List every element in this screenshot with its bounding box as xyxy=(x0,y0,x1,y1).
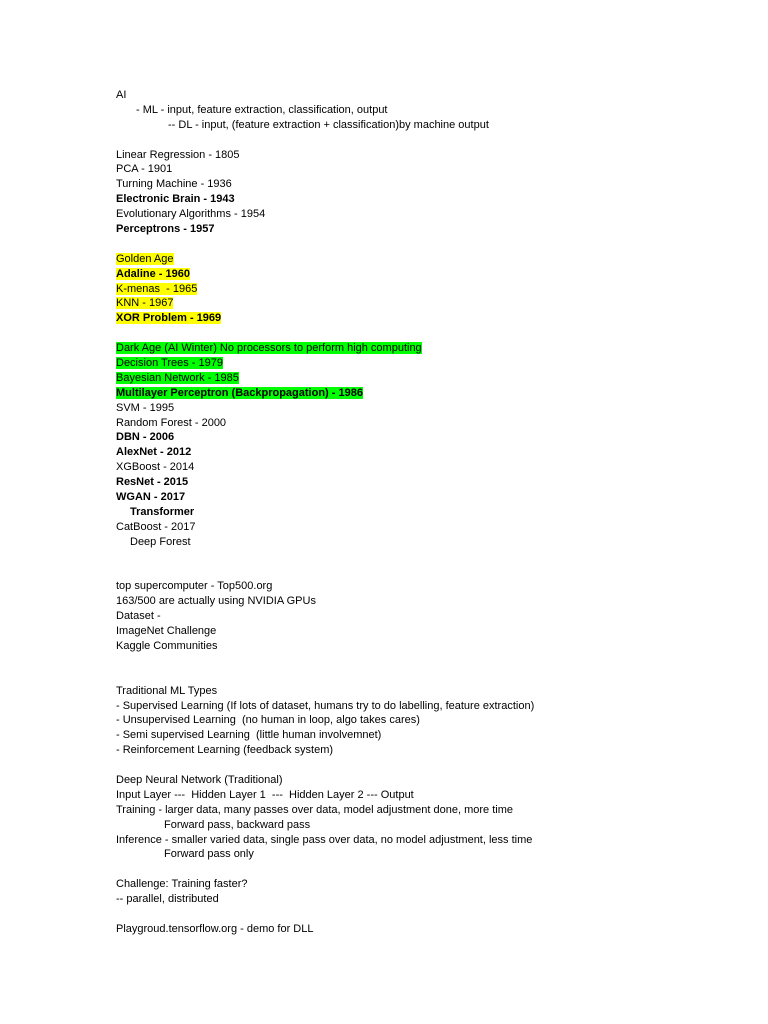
spacer xyxy=(116,758,716,773)
highlighted-text: K-menas - 1965 xyxy=(116,282,198,295)
ml-types-heading: Traditional ML Types xyxy=(116,684,218,697)
modern-line: DBN - 2006 xyxy=(116,431,175,444)
dark-age-line xyxy=(116,371,716,386)
dark-age-line xyxy=(116,386,716,401)
spacer xyxy=(116,237,716,252)
challenge-line: Challenge: Training faster? xyxy=(116,878,248,891)
modern-line: SVM - 1995 xyxy=(116,401,175,414)
spacer xyxy=(116,669,716,684)
playground-line: Playgroud.tensorflow.org - demo for DLL xyxy=(116,922,314,935)
challenge-line: -- parallel, distributed xyxy=(116,893,219,906)
highlighted-text: Bayesian Network - 1985 xyxy=(116,371,239,384)
dnn-line: Input Layer --- Hidden Layer 1 --- Hidden Layer 2 --- Output xyxy=(116,788,414,801)
compute-line: Kaggle Communities xyxy=(116,639,218,652)
golden-age-heading xyxy=(116,252,716,267)
history-line: Electronic Brain - 1943 xyxy=(116,193,235,206)
highlighted-text: Adaline - 1960 xyxy=(116,267,190,280)
intro-ml-line: - ML - input, feature extraction, classification, output xyxy=(136,103,388,116)
spacer xyxy=(116,862,716,877)
golden-age-line xyxy=(116,267,716,282)
document-body xyxy=(116,88,716,937)
highlighted-text: XOR Problem - 1969 xyxy=(116,312,222,325)
dark-age-heading xyxy=(116,341,716,356)
compute-line: Dataset - xyxy=(116,610,161,623)
highlighted-text: Golden Age xyxy=(116,252,174,265)
golden-age-line xyxy=(116,282,716,297)
spacer xyxy=(116,907,716,922)
history-line: Evolutionary Algorithms - 1954 xyxy=(116,208,266,221)
dnn-line: Forward pass only xyxy=(164,848,254,861)
ml-type-item: - Unsupervised Learning (no human in loop, algo takes cares) xyxy=(116,714,420,727)
history-line: Perceptrons - 1957 xyxy=(116,223,215,236)
compute-line: 163/500 are actually using NVIDIA GPUs xyxy=(116,595,316,608)
modern-line: Transformer xyxy=(130,505,195,518)
dnn-line: Inference - smaller varied data, single pass over data, no model adjustment, less time xyxy=(116,833,533,846)
modern-line: WGAN - 2017 xyxy=(116,491,186,504)
spacer xyxy=(116,565,716,580)
dnn-line: Training - larger data, many passes over data, model adjustment done, more time xyxy=(116,803,514,816)
history-line: Linear Regression - 1805 xyxy=(116,148,240,161)
intro-ai-line: AI xyxy=(116,89,127,101)
golden-age-line xyxy=(116,311,716,326)
modern-line: XGBoost - 2014 xyxy=(116,461,195,474)
spacer xyxy=(116,133,716,148)
compute-line: ImageNet Challenge xyxy=(116,625,217,638)
spacer xyxy=(116,550,716,565)
highlighted-text: Dark Age (AI Winter) No processors to perform high computing xyxy=(116,342,422,355)
golden-age-line xyxy=(116,296,716,311)
spacer xyxy=(116,654,716,669)
compute-line: top supercomputer - Top500.org xyxy=(116,580,273,593)
ml-type-item: - Reinforcement Learning (feedback system) xyxy=(116,744,334,757)
modern-line: ResNet - 2015 xyxy=(116,476,189,489)
history-line: PCA - 1901 xyxy=(116,163,173,176)
ml-type-item: - Supervised Learning (If lots of dataset, humans try to do labelling, feature extraction) xyxy=(116,699,535,712)
highlighted-text: Decision Trees - 1979 xyxy=(116,357,223,370)
intro-dl-line: -- DL - input, (feature extraction + classification)by machine output xyxy=(168,118,489,131)
modern-line: Deep Forest xyxy=(130,535,191,548)
modern-line: AlexNet - 2012 xyxy=(116,446,192,459)
dnn-line: Forward pass, backward pass xyxy=(164,818,311,831)
modern-line: Random Forest - 2000 xyxy=(116,416,227,429)
dark-age-line xyxy=(116,356,716,371)
history-line: Turning Machine - 1936 xyxy=(116,178,232,191)
modern-line: CatBoost - 2017 xyxy=(116,520,196,533)
dnn-heading: Deep Neural Network (Traditional) xyxy=(116,773,283,786)
highlighted-text: KNN - 1967 xyxy=(116,297,174,310)
highlighted-text: Multilayer Perceptron (Backpropagation) - 1986 xyxy=(116,386,363,399)
ml-type-item: - Semi supervised Learning (little human involvemnet) xyxy=(116,729,382,742)
spacer xyxy=(116,326,716,341)
